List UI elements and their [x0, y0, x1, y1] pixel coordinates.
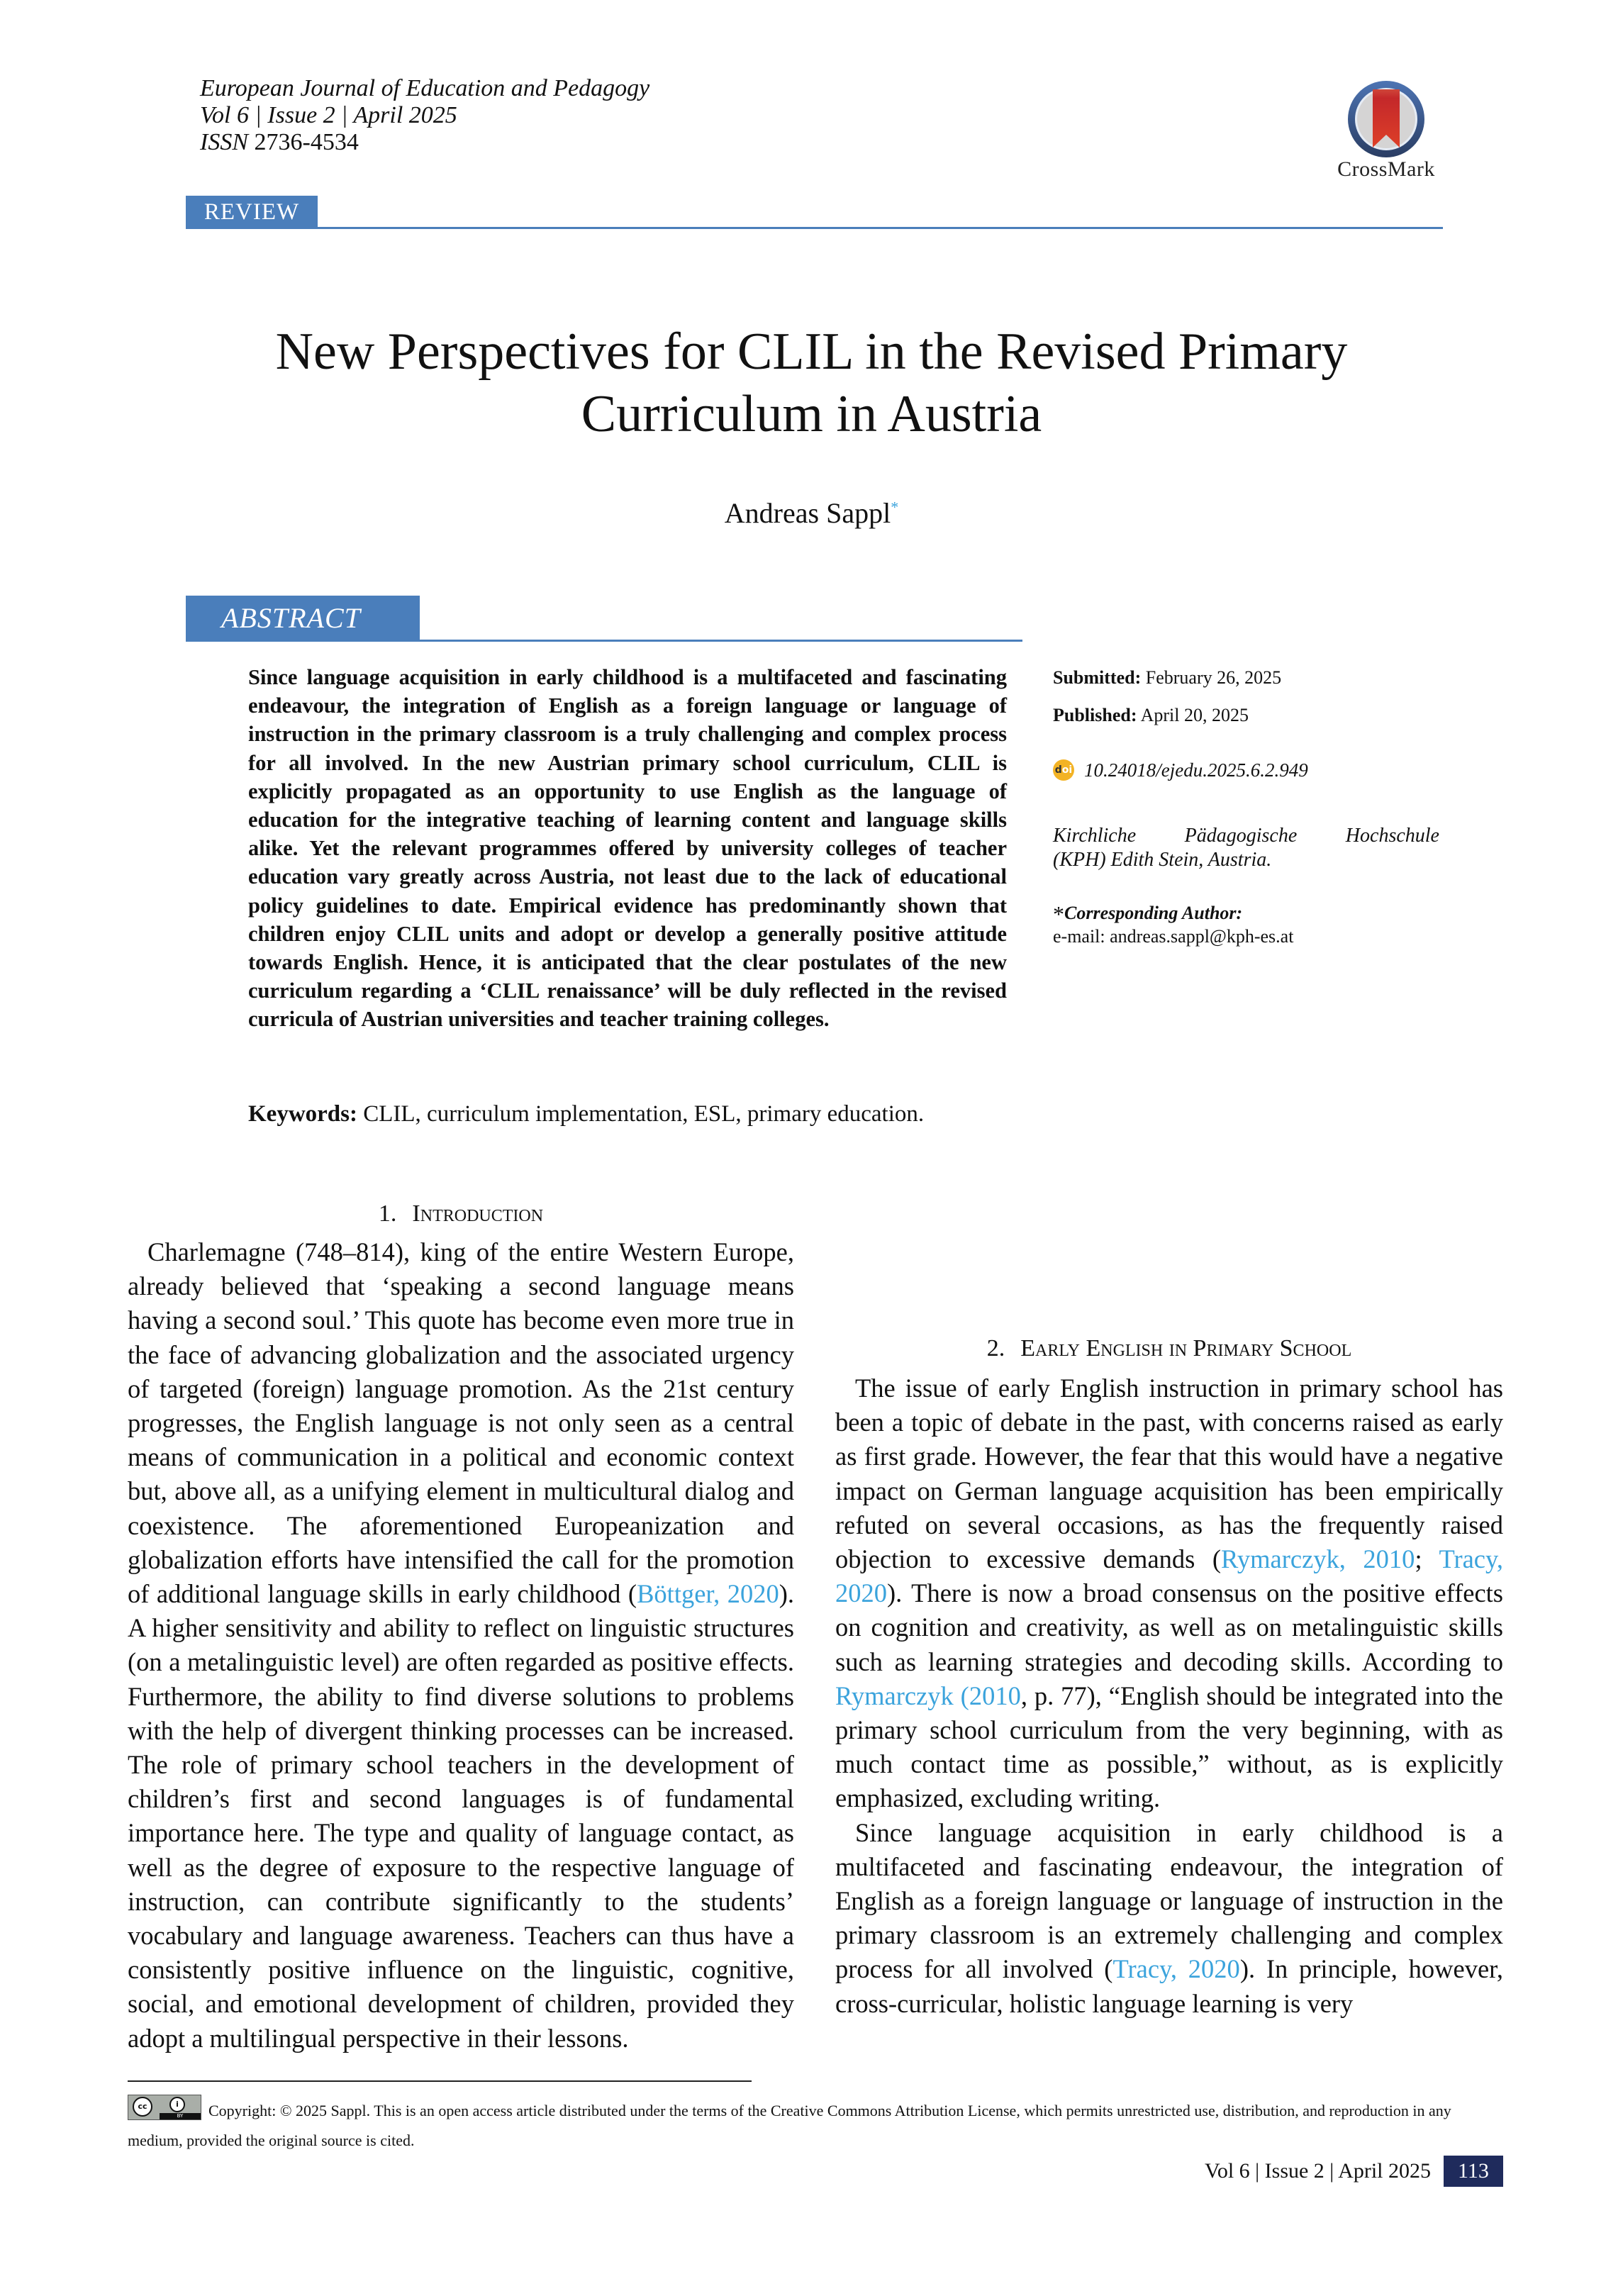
- affiliation-line-2: (KPH) Edith Stein, Austria.: [1053, 849, 1272, 871]
- abstract-heading: ABSTRACT: [186, 596, 420, 641]
- author-name: Andreas Sappl: [724, 497, 891, 529]
- citation-link-rymarczyk-2010[interactable]: Rymarczyk, 2010: [1221, 1544, 1415, 1574]
- abstract-divider: [186, 640, 1022, 642]
- paragraph-text: Since language acquisition in early childhood is a multifaceted and fascinating endeavour, the integration of English as a foreign language or language of instruction in the primary classroom is an extremely challenging and complex process for all involved (: [835, 1817, 1503, 1984]
- doi-link[interactable]: 10.24018/ejedu.2025.6.2.949: [1084, 759, 1308, 781]
- journal-header: [200, 75, 649, 156]
- paragraph-text: Charlemagne (748–814), king of the entire Western Europe, already believed that ‘speaking a second language means having a second soul.’ This quote has become even more true in the face of advancing globalization and the associated urgency of targeted (foreign) language promotion. As the 21st century progresses, the English language is not only seen as a central means of communication in a political and economic context but, above all, as a unifying element in multicultural dialog and coexistence. The aforementioned Europeanization and globalization efforts have intensified the call for the promotion of additional language skills in early childhood (: [128, 1237, 794, 1609]
- section-title: Introduction: [412, 1200, 544, 1227]
- attribution-person-icon: i: [169, 2097, 185, 2112]
- early-english-paragraph-2: [835, 1816, 1503, 2021]
- copyright-text: Copyright: © 2025 Sappl. This is an open access article distributed under the terms of the Creative Commons Attribution License, which permits unrestricted use, distribution, and reproduction in any medium, provided the original source is cited.: [128, 2102, 1451, 2149]
- corresponding-author: [1053, 902, 1443, 948]
- author-corresponding-marker[interactable]: *: [891, 498, 899, 516]
- cc-by-icon[interactable]: [128, 2095, 201, 2120]
- affiliation-word: Hochschule: [1345, 825, 1439, 847]
- author-line: [142, 496, 1481, 530]
- section-number: 2.: [986, 1335, 1005, 1361]
- left-column: [128, 1200, 794, 2072]
- paragraph-text: ). A higher sensitivity and ability to reflect on linguistic structures (on a metalinguistic level) are often regarded as positive effects. Furthermore, the ability to find diverse solutions to problems with the help of divergent thinking processes can be increased. The role of primary school teachers in the development of children’s first and second languages is of fundamental importance here. The type and quality of language contact, as well as the degree of exposure to the respective language of instruction, can contribute significantly to the students’ vocabulary and language awareness. Teachers can thus have a consistently positive influence on the linguistic, cognitive, social, and emotional development of children, provided they adopt a multilingual perspective in their lessons.: [128, 1579, 794, 2053]
- footer-issue-line: Vol 6 | Issue 2 | April 2025: [1205, 2159, 1431, 2183]
- corresponding-label: Corresponding Author:: [1064, 903, 1243, 923]
- citation-link-tracy-2020-b[interactable]: Tracy, 2020: [1112, 1954, 1240, 1984]
- corresponding-email[interactable]: e-mail: andreas.sappl@kph-es.at: [1053, 926, 1294, 947]
- section-heading-introduction: [128, 1200, 794, 1228]
- doi-icon: d oi: [1053, 759, 1074, 781]
- intro-paragraph: [128, 1235, 794, 2056]
- journal-volume-issue: Vol 6 | Issue 2 | April 2025: [200, 102, 457, 128]
- keywords-label: Keywords:: [248, 1101, 357, 1127]
- crossmark-label: CrossMark: [1337, 157, 1435, 181]
- affiliation-line-1: [1053, 824, 1439, 848]
- early-english-paragraph-1: [835, 1371, 1503, 1816]
- doi-row[interactable]: [1053, 759, 1443, 781]
- paragraph-text: ;: [1415, 1544, 1439, 1574]
- issn-number: 2736-4534: [254, 129, 359, 155]
- issn-label: ISSN: [200, 129, 248, 155]
- affiliation: [1053, 824, 1439, 872]
- published-date-row: [1053, 704, 1443, 727]
- affiliation-word: Kirchliche: [1053, 825, 1137, 847]
- affiliation-word: Pädagogische: [1184, 825, 1298, 847]
- section-early-english: [835, 1334, 1503, 2021]
- article-title: [142, 321, 1481, 445]
- footnote-rule: [128, 2080, 752, 2082]
- cc-icon: cc: [133, 2097, 152, 2117]
- keywords-list: CLIL, curriculum implementation, ESL, primary education.: [363, 1101, 925, 1127]
- paragraph-text: ). In principle, however, cross-curricular, holistic language learning is very: [835, 1954, 1503, 2018]
- section-number: 1.: [378, 1200, 397, 1227]
- crossmark-icon: [1346, 79, 1426, 159]
- published-date: April 20, 2025: [1140, 705, 1249, 725]
- page-number: 113: [1444, 2156, 1503, 2187]
- abstract-text: Since language acquisition in early childhood is a multifaceted and fascinating endeavour, the integration of English as a foreign language or language of instruction in the primary classroom is a truly challenging and complex process for all involved. In the new Austrian primary school curriculum, CLIL is explicitly propagated as an opportunity to use English as the language of education for the integrative teaching of learning content and language skills alike. Yet the relevant programmes offered by university colleges of teacher education vary greatly across Austria, not least due to the lack of educational policy guidelines to date. Empirical evidence has predominantly shown that children enjoy CLIL units and adopt or develop a generally positive attitude towards English. Hence, it is anticipated that the clear postulates of the new curriculum regarding a ‘CLIL renaissance’ will be duly reflected in the revised curricula of Austrian universities and teacher training colleges.: [248, 665, 1007, 1032]
- crossmark-badge[interactable]: [1333, 79, 1439, 182]
- submitted-date-row: [1053, 667, 1443, 689]
- intro-continuation: [835, 1200, 1502, 1271]
- title-line-1: New Perspectives for CLIL in the Revised Primary: [275, 323, 1348, 381]
- journal-name: European Journal of Education and Pedagogy: [200, 75, 650, 101]
- paragraph-text: ). There is now a broad consensus on the positive effects on cognition and creativity, as well as on metalinguistic skills such as learning strategies and decoding skills. According to: [835, 1578, 1503, 1676]
- page-footer: [1177, 2156, 1503, 2187]
- by-label: BY: [160, 2113, 201, 2119]
- citation-link-bottger-2020[interactable]: Böttger, 2020: [637, 1579, 779, 1609]
- citation-link-tracy-2020[interactable]: Tracy, 2020: [835, 1544, 1504, 1608]
- citation-link-rymarczyk-2010-b[interactable]: Rymarczyk (2010: [835, 1681, 1021, 1710]
- section-title: Early English in Primary School: [1020, 1335, 1352, 1361]
- title-line-2: Curriculum in Austria: [581, 385, 1042, 443]
- submitted-date: February 26, 2025: [1145, 667, 1282, 688]
- keywords-row: [248, 1101, 924, 1127]
- submitted-label: Submitted:: [1053, 667, 1142, 688]
- paragraph-text: , p. 77), “English should be integrated into the primary school curriculum from the very beginning, with as much contact time as possible,” without, as is explicitly emphasized, excluding writing.: [835, 1681, 1504, 1813]
- section-heading-early-english: [835, 1334, 1503, 1363]
- article-type-badge: REVIEW: [186, 196, 318, 228]
- copyright-notice: [128, 2095, 1503, 2156]
- journal-issn: [200, 129, 649, 156]
- corresponding-marker: *: [1053, 901, 1064, 927]
- published-label: Published:: [1053, 705, 1137, 725]
- paragraph-text: The issue of early English instruction in primary school has been a topic of debate in the past, with concerns raised as early as first grade. However, the fear that this would have a negative impact on German language acquisition has been empirically refuted on several occasions, as has the frequently raised objection to excessive demands (: [835, 1373, 1503, 1574]
- header-divider: [186, 227, 1443, 229]
